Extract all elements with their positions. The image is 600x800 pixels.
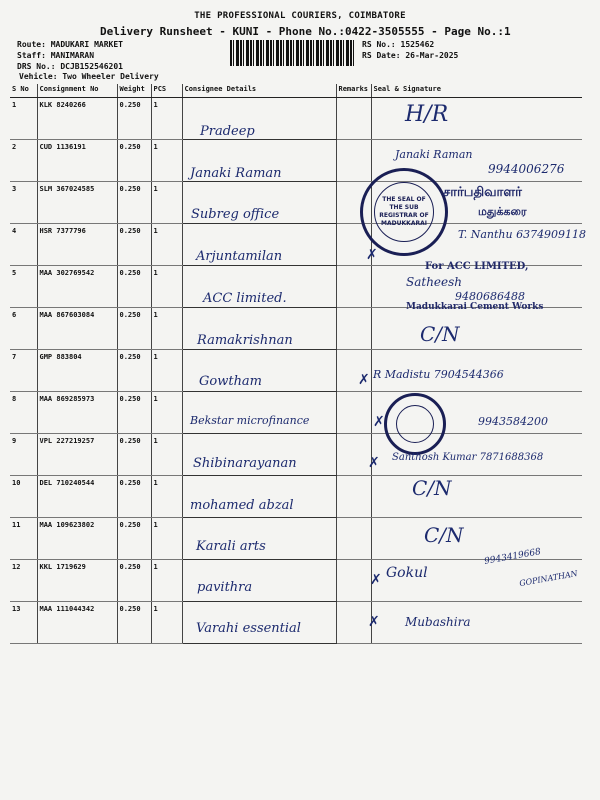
row-weight: 0.250 bbox=[117, 308, 151, 350]
row-pcs: 1 bbox=[151, 392, 182, 434]
row-sno: 9 bbox=[10, 434, 37, 476]
row-consignment-no: GMP 883804 bbox=[37, 350, 117, 392]
rs-date: RS Date: 26-Mar-2025 bbox=[362, 51, 459, 60]
row-consignment-no: DEL 710240544 bbox=[37, 476, 117, 518]
row-remarks bbox=[336, 308, 371, 350]
company-seal bbox=[384, 393, 446, 455]
row-consignment-no: MAA 869285973 bbox=[37, 392, 117, 434]
row-pcs: 1 bbox=[151, 182, 182, 224]
row-pcs: 1 bbox=[151, 224, 182, 266]
row-pcs: 1 bbox=[151, 602, 182, 644]
cross-mark: ✗ bbox=[368, 614, 380, 630]
row-sno: 5 bbox=[10, 266, 37, 308]
column-header: Weight bbox=[117, 84, 151, 98]
consignee-name-handwritten: Shibinarayanan bbox=[193, 456, 297, 471]
row-sno: 1 bbox=[10, 98, 37, 140]
barcode bbox=[230, 40, 354, 66]
drs-number: DRS No.: DCJB152546201 bbox=[17, 62, 123, 71]
row-weight: 0.250 bbox=[117, 224, 151, 266]
signature-phone: 9943584200 bbox=[478, 415, 548, 428]
signature: C/N bbox=[424, 523, 464, 547]
column-header: S No bbox=[10, 84, 37, 98]
row-weight: 0.250 bbox=[117, 350, 151, 392]
row-seal-signature bbox=[371, 518, 582, 560]
cross-mark: ✗ bbox=[370, 572, 382, 588]
cross-mark: ✗ bbox=[373, 414, 385, 430]
table-header-row bbox=[10, 84, 582, 98]
row-consignment-no: SLM 367024585 bbox=[37, 182, 117, 224]
cross-mark: ✗ bbox=[358, 372, 370, 388]
sub-registrar-seal bbox=[360, 168, 448, 256]
row-remarks bbox=[336, 434, 371, 476]
signature-phone: 9944006276 bbox=[488, 162, 565, 176]
row-remarks bbox=[336, 560, 371, 602]
row-pcs: 1 bbox=[151, 140, 182, 182]
consignee-name-handwritten: Arjuntamilan bbox=[196, 249, 283, 264]
row-remarks bbox=[336, 518, 371, 560]
table-row bbox=[10, 476, 582, 518]
row-sno: 6 bbox=[10, 308, 37, 350]
column-header: Consignee Details bbox=[182, 84, 336, 98]
row-sno: 4 bbox=[10, 224, 37, 266]
consignee-name-handwritten: Subreg office bbox=[191, 207, 280, 222]
row-weight: 0.250 bbox=[117, 266, 151, 308]
seal-inner: THE SEAL OF THE SUB REGISTRAR OF MADUKKARAI bbox=[374, 182, 434, 242]
row-consignment-no: CUD 1136191 bbox=[37, 140, 117, 182]
row-sno: 8 bbox=[10, 392, 37, 434]
row-remarks bbox=[336, 476, 371, 518]
row-pcs: 1 bbox=[151, 350, 182, 392]
signature: R Madistu 7904544366 bbox=[373, 368, 504, 381]
column-header: PCS bbox=[151, 84, 182, 98]
table-row bbox=[10, 518, 582, 560]
signature-phone: 9480686488 bbox=[455, 290, 525, 303]
row-remarks bbox=[336, 140, 371, 182]
row-seal-signature bbox=[371, 476, 582, 518]
row-consignment-no: KKL 1719629 bbox=[37, 560, 117, 602]
row-remarks bbox=[336, 392, 371, 434]
seal-inner bbox=[396, 405, 434, 443]
row-weight: 0.250 bbox=[117, 476, 151, 518]
signature: Mubashira bbox=[405, 615, 471, 629]
row-weight: 0.250 bbox=[117, 140, 151, 182]
cross-mark: ✗ bbox=[368, 455, 380, 471]
rs-number: RS No.: 1525462 bbox=[362, 40, 435, 49]
row-consignment-no: KLK 8240266 bbox=[37, 98, 117, 140]
consignee-name-handwritten: Karali arts bbox=[196, 539, 266, 554]
row-sno: 13 bbox=[10, 602, 37, 644]
tamil-stamp: சார்பதிவாளர் bbox=[443, 185, 522, 200]
row-seal-signature bbox=[371, 308, 582, 350]
acc-stamp: Madukkarai Cement Works bbox=[406, 302, 544, 312]
row-remarks bbox=[336, 602, 371, 644]
row-weight: 0.250 bbox=[117, 434, 151, 476]
column-header: Seal & Signature bbox=[371, 84, 582, 98]
consignee-name-handwritten: mohamed abzal bbox=[190, 498, 294, 513]
row-pcs: 1 bbox=[151, 518, 182, 560]
signature: C/N bbox=[420, 322, 460, 346]
row-weight: 0.250 bbox=[117, 560, 151, 602]
row-pcs: 1 bbox=[151, 434, 182, 476]
row-pcs: 1 bbox=[151, 98, 182, 140]
row-seal-signature bbox=[371, 98, 582, 140]
tamil-stamp: மதுக்கரை bbox=[478, 205, 527, 218]
row-weight: 0.250 bbox=[117, 518, 151, 560]
column-header: Remarks bbox=[336, 84, 371, 98]
row-weight: 0.250 bbox=[117, 602, 151, 644]
company-title: THE PROFESSIONAL COURIERS, COIMBATORE bbox=[194, 11, 406, 21]
consignee-name-handwritten: Janaki Raman bbox=[190, 166, 282, 181]
consignee-name-handwritten: Bekstar microfinance bbox=[190, 414, 310, 427]
row-remarks bbox=[336, 98, 371, 140]
signature: Gokul bbox=[386, 565, 428, 581]
row-consignment-no: VPL 227219257 bbox=[37, 434, 117, 476]
row-sno: 12 bbox=[10, 560, 37, 602]
row-sno: 2 bbox=[10, 140, 37, 182]
row-pcs: 1 bbox=[151, 476, 182, 518]
row-consignee-details bbox=[182, 392, 336, 434]
consignee-name-handwritten: Pradeep bbox=[200, 124, 255, 139]
row-consignment-no: MAA 867603084 bbox=[37, 308, 117, 350]
table-row bbox=[10, 98, 582, 140]
signature: T. Nanthu 6374909118 bbox=[458, 228, 587, 241]
table-row bbox=[10, 308, 582, 350]
row-consignment-no: MAA 109623802 bbox=[37, 518, 117, 560]
staff-label: Staff: MANIMARAN bbox=[17, 51, 95, 60]
consignee-name-handwritten: Ramakrishnan bbox=[197, 333, 293, 348]
row-sno: 7 bbox=[10, 350, 37, 392]
vehicle-label: Vehicle: Two Wheeler Delivery bbox=[19, 72, 159, 81]
cross-mark: ✗ bbox=[366, 247, 378, 263]
consignee-name-handwritten: ACC limited. bbox=[203, 291, 287, 306]
row-consignment-no: HSR 7377796 bbox=[37, 224, 117, 266]
row-weight: 0.250 bbox=[117, 182, 151, 224]
row-sno: 3 bbox=[10, 182, 37, 224]
row-weight: 0.250 bbox=[117, 98, 151, 140]
row-consignment-no: MAA 302769542 bbox=[37, 266, 117, 308]
table-row bbox=[10, 560, 582, 602]
row-pcs: 1 bbox=[151, 560, 182, 602]
row-consignment-no: MAA 111044342 bbox=[37, 602, 117, 644]
consignee-name-handwritten: Varahi essential bbox=[196, 621, 301, 636]
acc-stamp: For ACC LIMITED, bbox=[425, 261, 529, 272]
row-weight: 0.250 bbox=[117, 392, 151, 434]
signature: Satheesh bbox=[406, 275, 463, 289]
runsheet-title: Delivery Runsheet - KUNI - Phone No.:0422-3505555 - Page No.:1 bbox=[100, 25, 511, 38]
signature-phone: 9943419668 bbox=[483, 547, 542, 567]
signature: Janaki Raman bbox=[395, 148, 473, 161]
signature: C/N bbox=[412, 476, 452, 500]
signature: H/R bbox=[405, 102, 449, 127]
consignee-name-handwritten: Gowtham bbox=[199, 374, 263, 389]
column-header: Consignment No bbox=[37, 84, 117, 98]
row-pcs: 1 bbox=[151, 308, 182, 350]
route-label: Route: MADUKARI MARKET bbox=[17, 40, 123, 49]
row-remarks bbox=[336, 266, 371, 308]
signature: Santhosh Kumar 7871688368 bbox=[392, 452, 544, 463]
signature: GOPINATHAN bbox=[518, 568, 579, 589]
consignee-name-handwritten: pavithra bbox=[197, 580, 253, 595]
row-seal-signature bbox=[371, 602, 582, 644]
row-pcs: 1 bbox=[151, 266, 182, 308]
row-sno: 11 bbox=[10, 518, 37, 560]
row-sno: 10 bbox=[10, 476, 37, 518]
